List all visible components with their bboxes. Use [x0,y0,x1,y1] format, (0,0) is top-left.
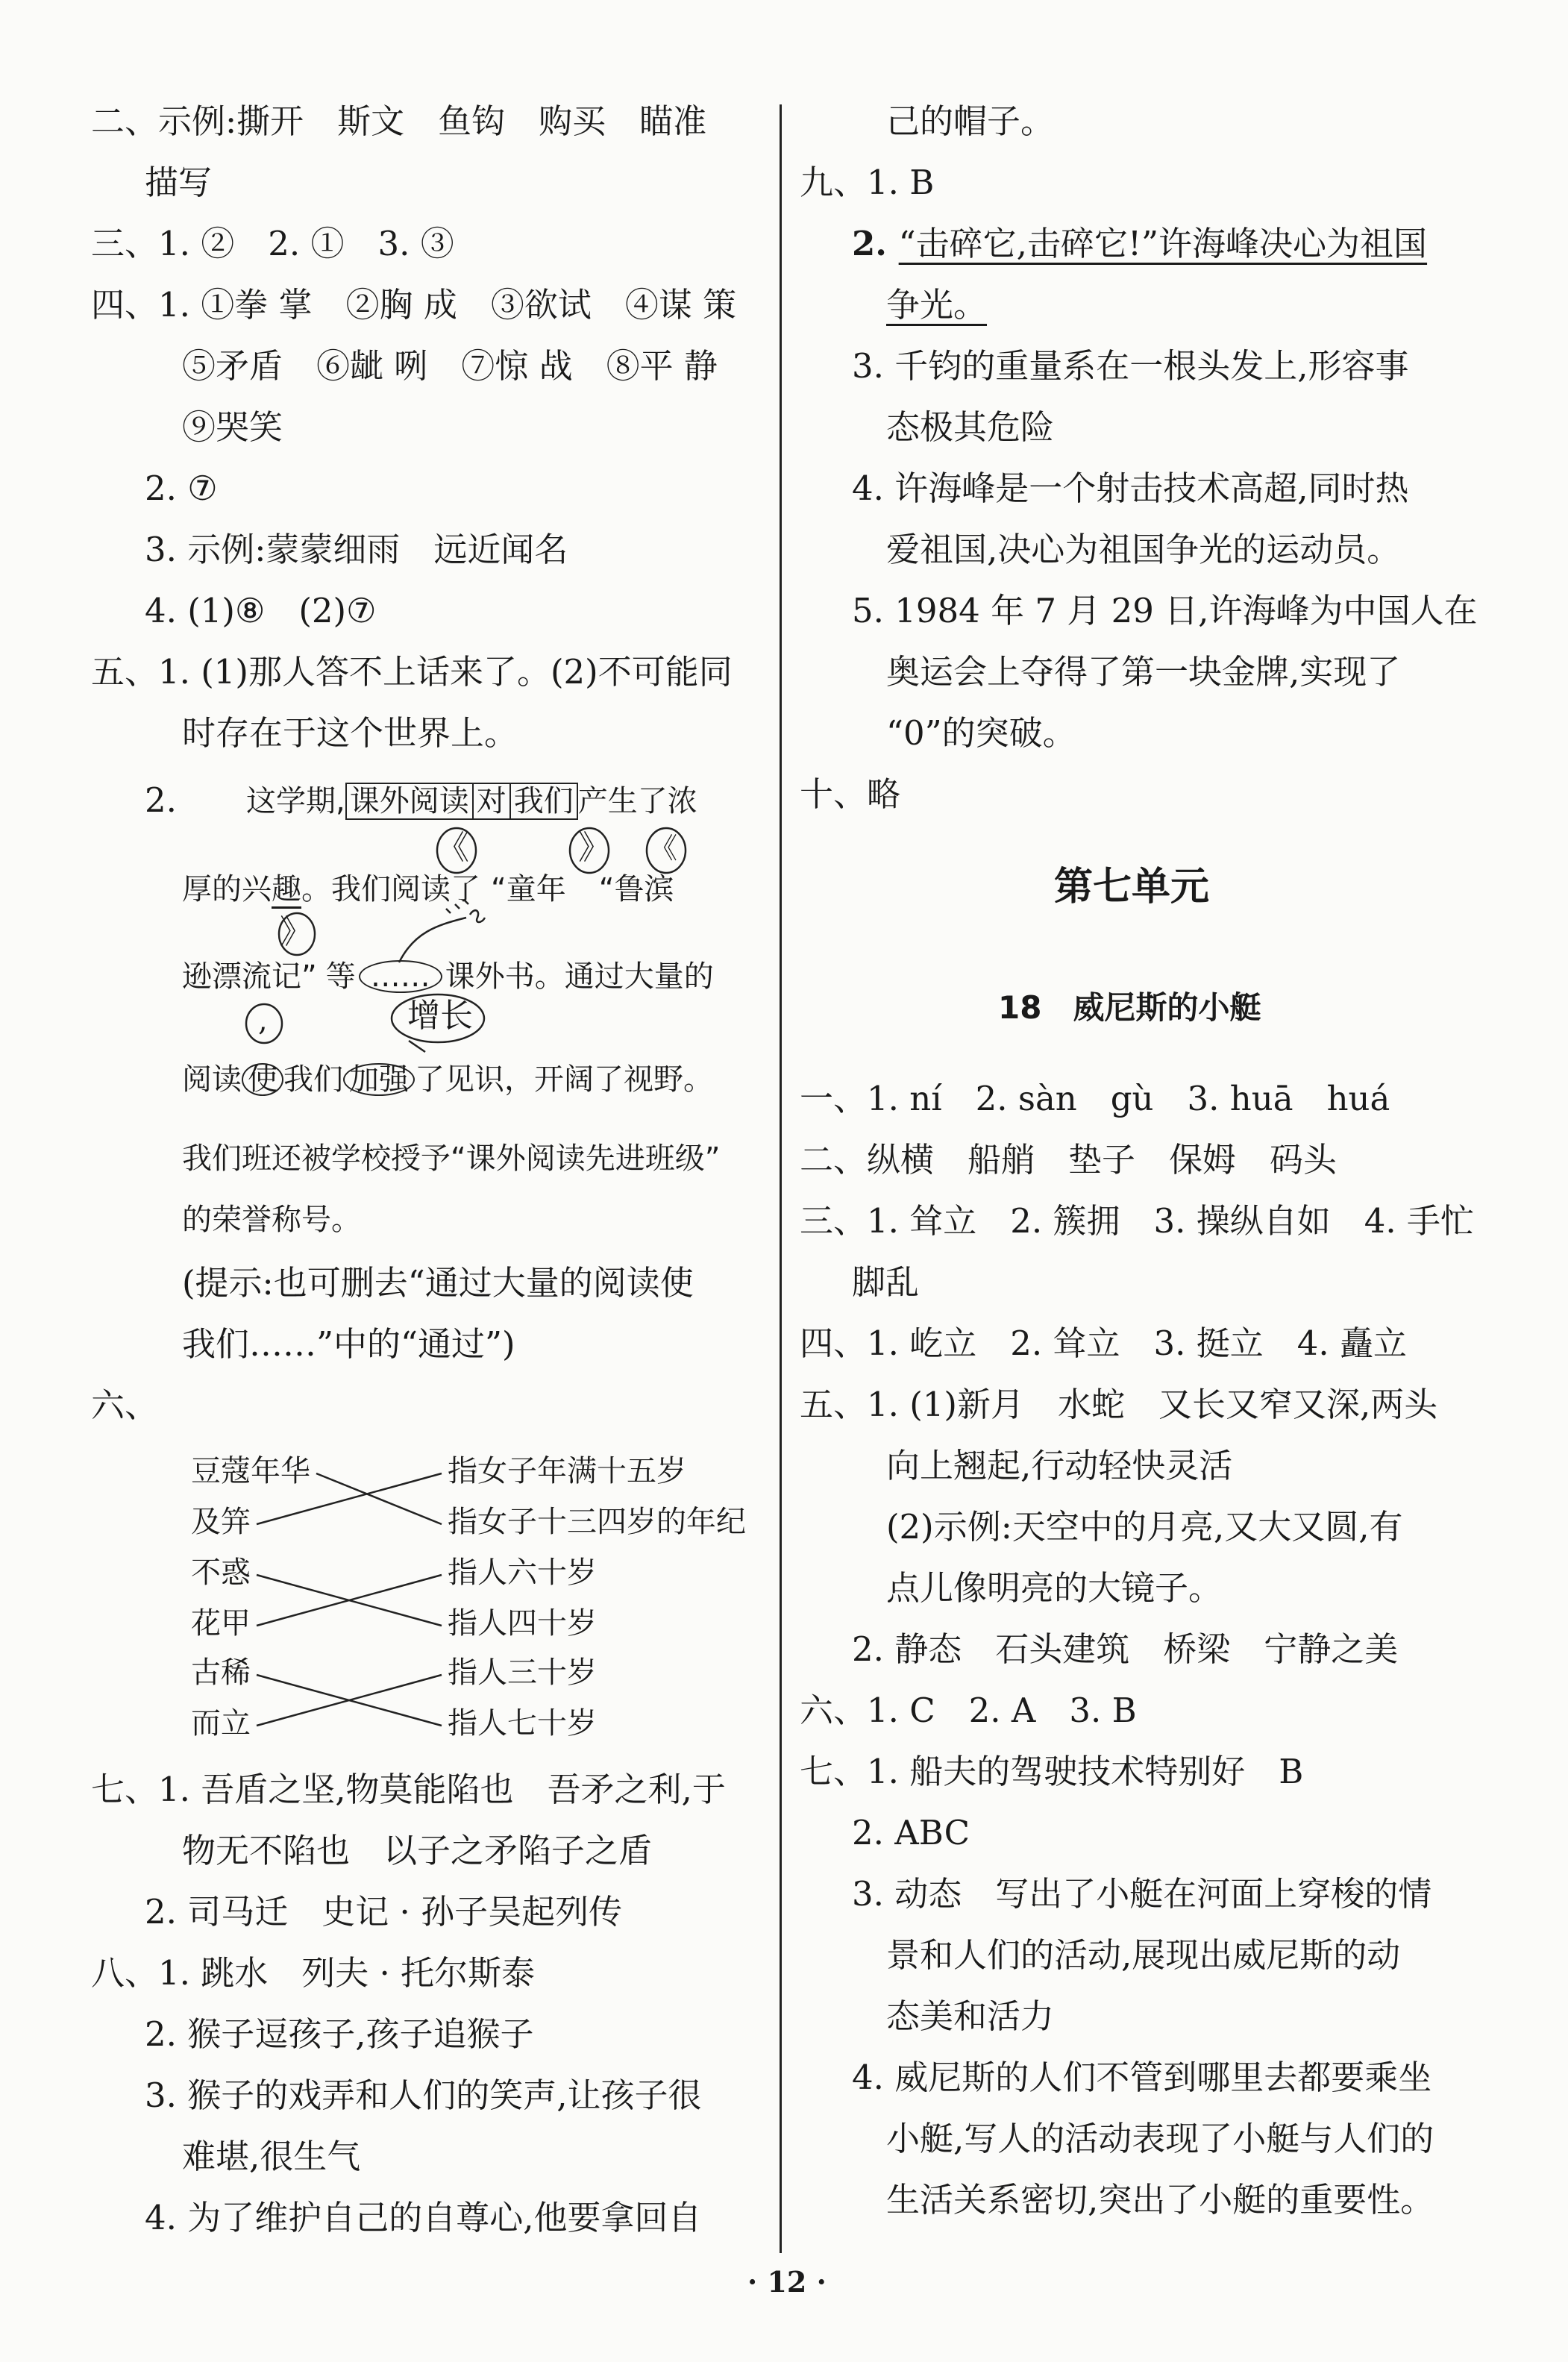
answer-cont: 己的帽子。 [886,101,1055,141]
hint-line-2: 我们……”中的“通过”) [182,1324,515,1364]
answer-r3a: 三、1. 耸立 2. 簇拥 3. 操纵自如 4. 手忙 [800,1201,1474,1241]
passage-num: 2. [145,780,177,820]
answer-s8-3b: 难堪,很生气 [182,2137,361,2176]
match-left-3: 不惑 [191,1556,251,1590]
answer-s9-3a: 3. 千钧的重量系在一根头发上,形容事 [852,346,1409,386]
answer-r6: 六、1. C 2. A 3. B [800,1691,1137,1730]
answer-s9-5a: 5. 1984 年 7 月 29 日,许海峰为中国人在 [852,591,1478,630]
answer-s9-1: 九、1. B [800,163,935,202]
answer-s4-1c: ⑨哭笑 [182,407,283,447]
answer-r7-4b: 小艇,写人的活动表现了小艇与人们的 [886,2119,1434,2158]
match-left-6: 而立 [191,1706,251,1741]
passage-line-1: 这学期, 课外阅读 对 我们 产生了浓 [246,784,697,818]
answer-r1: 一、1. ní 2. sàn gù 3. huā huá [800,1079,1390,1118]
answer-r4: 四、1. 屹立 2. 耸立 3. 挺立 4. 矗立 [800,1323,1407,1363]
answer-r7-3a: 3. 动态 写出了小艇在河面上穿梭的情 [852,1874,1432,1914]
passage-line-4: 阅读 使 我们 加强 了见识，开阔了视野。 [182,1062,713,1097]
inserted-word: 增长 [407,997,473,1035]
answer-r7-3c: 态美和活力 [886,1996,1055,2036]
mark-open-1: 《 [436,829,469,867]
answer-s8-4: 4. 为了维护自己的自尊心,他要拿回自 [145,2198,702,2237]
boxed-word-1: 课外阅读 [345,783,472,820]
hint-line-1: (提示:也可删去“通过大量的阅读使 [182,1263,694,1303]
passage-line-3: 逊漂流记” 等 …… 课外书。通过大量的 [182,959,714,994]
circled-word-jiaqiang: 加强 [343,1063,415,1096]
mark-open-2: 《 [649,832,678,865]
answer-s8-2: 2. 猴子逗孩子,孩子追猴子 [145,2014,534,2054]
lesson-title: 18 威尼斯的小艇 [998,989,1261,1026]
passage-line-5: 我们班还被学校授予“课外阅读先进班级” [182,1141,721,1176]
match-right-4: 指人四十岁 [448,1606,597,1641]
answer-s2: 二、示例:撕开 斯文 鱼钩 购买 瞄准 [91,101,707,141]
answer-s7-1a: 七、1. 吾盾之坚,物莫能陷也 吾矛之利,于 [91,1770,726,1809]
mark-close-1: 》 [578,829,611,867]
answer-s7-2: 2. 司马迁 史记 · 孙子吴起列传 [145,1892,623,1932]
answer-s4-1a: 四、1. ①拳 掌 ②胸 成 ③欲试 ④谋 策 [91,285,737,325]
answer-r5-1a: 五、1. (1)新月 水蛇 又长又窄又深,两头 [800,1385,1438,1424]
answer-s4-1b: ⑤矛盾 ⑥龇 咧 ⑦惊 战 ⑧平 静 [182,346,718,386]
match-left-1: 豆蔻年华 [191,1454,310,1488]
match-left-4: 花甲 [191,1606,251,1641]
answer-s9-4a: 4. 许海峰是一个射击技术高超,同时热 [852,469,1409,508]
answer-s3: 三、1. ② 2. ① 3. ③ [91,224,454,263]
match-right-2: 指女子十三四岁的年纪 [448,1505,746,1539]
answer-r7-4a: 4. 威尼斯的人们不管到哪里去都要乘坐 [852,2058,1432,2097]
answer-s9-4b: 爱祖国,决心为祖国争光的运动员。 [886,530,1401,569]
answer-s4-2: 2. ⑦ [145,469,218,508]
answer-s9-5c: “0”的突破。 [886,713,1076,753]
ellipsis-oval: …… [359,960,442,993]
page-number: · 12 · [747,2265,827,2299]
answer-r7-4c: 生活关系密切,突出了小艇的重要性。 [886,2180,1434,2220]
answer-r5-1d: 点儿像明亮的大镜子。 [886,1568,1223,1608]
answer-s5-1a: 五、1. (1)那人答不上话来了。(2)不可能同 [91,652,733,692]
answer-s6-label: 六、 [91,1385,159,1425]
answer-s8-1: 八、1. 跳水 列夫 · 托尔斯泰 [91,1953,536,1993]
unit-heading: 第七单元 [1054,865,1210,909]
match-right-5: 指人三十岁 [448,1655,597,1690]
answer-s8-3a: 3. 猴子的戏弄和人们的笑声,让孩子很 [145,2076,702,2115]
answer-s9-2b: 争光。 [886,285,988,325]
answer-s9-3b: 态极其危险 [886,407,1055,447]
boxed-word-3: 我们 [511,783,578,820]
answer-s9-5b: 奥运会上夺得了第一块金牌,实现了 [886,652,1401,692]
answer-r2: 二、纵横 船艄 垫子 保姆 码头 [800,1140,1337,1180]
match-right-6: 指人七十岁 [448,1706,597,1741]
passage-line-2: 厚的兴趣。我们阅读了 “童年 “鲁滨 [182,872,674,906]
circled-word-shi: 使 [242,1063,283,1096]
boxed-word-2: 对 [472,783,511,820]
answer-r7-3b: 景和人们的活动,展现出威尼斯的动 [886,1935,1401,1975]
answer-r3b: 脚乱 [852,1262,920,1302]
match-right-3: 指人六十岁 [448,1556,597,1590]
answer-r7-2: 2. ABC [852,1813,970,1852]
answer-s10: 十、略 [800,774,901,814]
answer-r7-1: 七、1. 船夫的驾驶技术特别好 B [800,1752,1304,1791]
match-right-1: 指女子年满十五岁 [448,1454,686,1488]
answer-r5-1b: 向上翘起,行动轻快灵活 [886,1446,1233,1485]
inserted-comma: , [258,1003,268,1038]
match-left-2: 及笄 [191,1505,251,1539]
match-left-5: 古稀 [191,1655,251,1690]
answer-s7-1b: 物无不陷也 以子之矛陷子之盾 [182,1831,653,1870]
answer-r5-2: 2. 静态 石头建筑 桥梁 宁静之美 [852,1629,1399,1669]
mark-close-2: 》 [280,913,313,951]
answer-s5-1b: 时存在于这个世界上。 [182,713,518,753]
answer-s4-4: 4. (1)⑧ (2)⑦ [145,591,377,630]
answer-s4-3: 3. 示例:蒙蒙细雨 远近闻名 [145,530,568,569]
answer-s2-cont: 描写 [145,163,213,202]
answer-s9-2a: 2. “击碎它,击碎它!”许海峰决心为祖国 [852,224,1428,263]
answer-r5-1c: (2)示例:天空中的月亮,又大又圆,有 [886,1507,1403,1547]
passage-line-6: 的荣誉称号。 [182,1203,361,1237]
